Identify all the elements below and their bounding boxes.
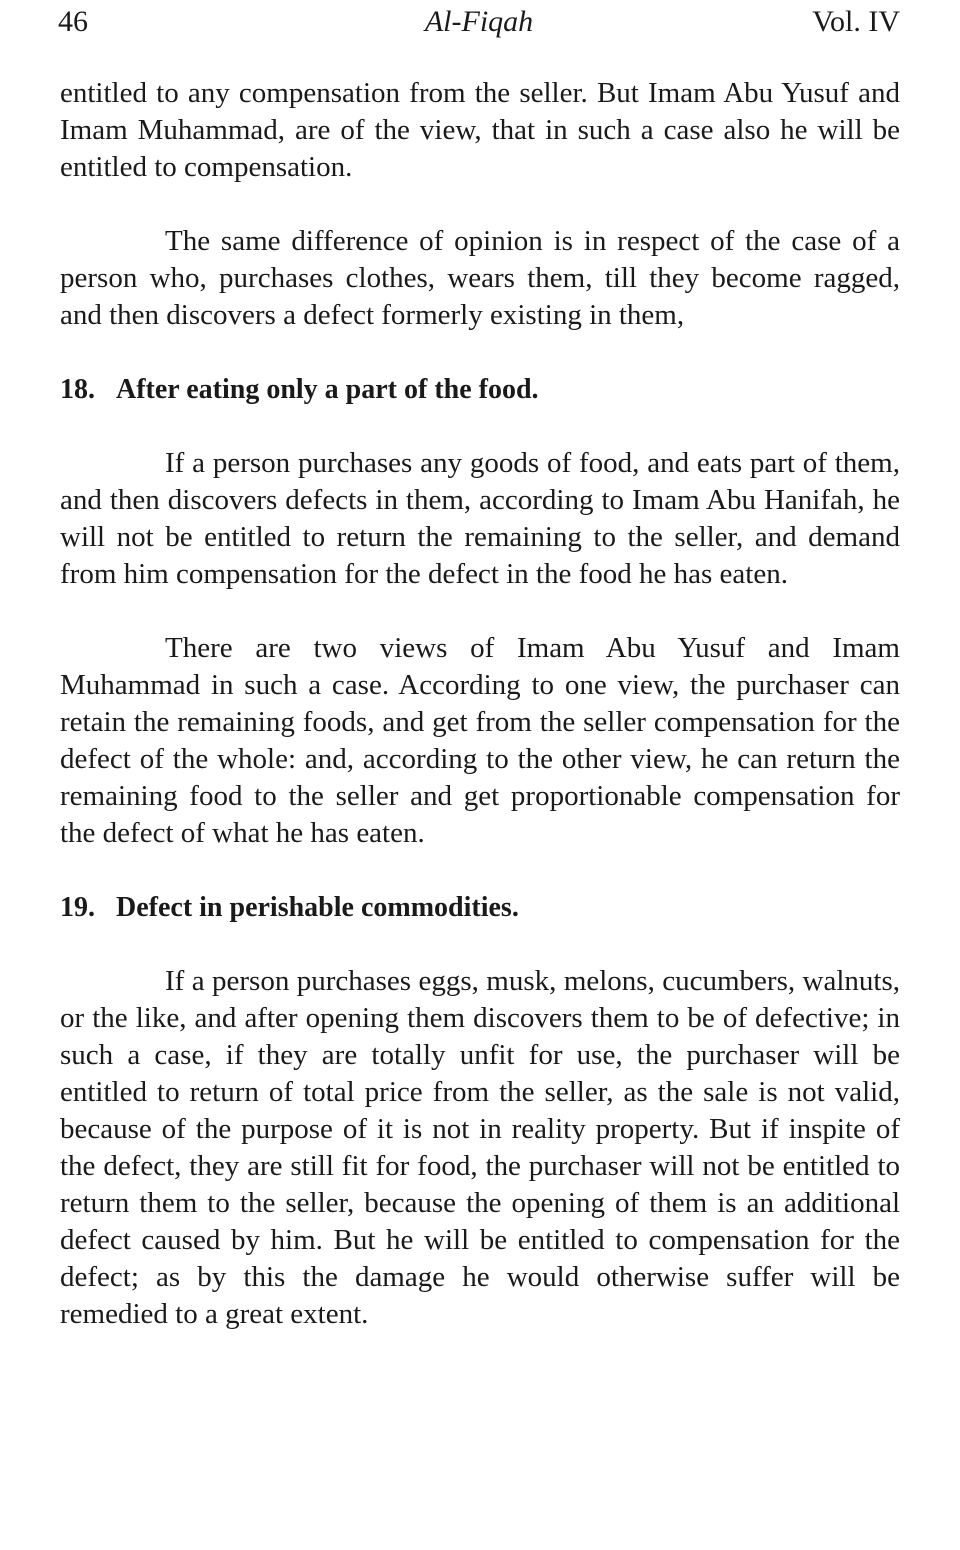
section-heading-19 [60,889,900,926]
page-body [60,75,900,1370]
section-number: 19. [60,892,95,923]
section-title: After eating only a part of the food. [116,374,539,405]
page-number: 46 [58,5,88,38]
paragraph-two-views: There are two views of Imam Abu Yusuf and Imam Muhammad in such a case. According to one view, the purchaser can retain the remaining foods, and get from the seller compensation for the defect of the whole: and, according to the other view, he can return the remaining food to the seller and get proportionable compensation for the defect of what he has eaten. [60,632,900,849]
running-title: Al-Fiqah [424,5,534,38]
paragraph-continuation: entitled to any compensation from the seller. But Imam Abu Yusuf and Imam Muhammad, are of the view, that in such a case also he will be entitled to compensation. [60,77,900,183]
section-title: Defect in perishable commodities. [116,892,519,923]
section-number: 18. [60,374,95,405]
paragraph-perishable-commodities: If a person purchases eggs, musk, melons, cucumbers, walnuts, or the like, and after opening them discovers them to be of defective; in such a case, if they are totally unfit for use, the purchaser will be entitled to return of total price from the seller, as the sale is not valid, because of the purpose of it is not in reality property. But if inspite of the defect, they are still fit for food, the purchaser will not be entitled to return them to the seller, because the opening of them is an additional defect caused by him. But he will be entitled to compensation for the defect; as by this the damage he would otherwise suffer will be remedied to a great extent. [60,965,900,1330]
section-heading-18 [60,371,900,408]
paragraph-difference-of-opinion: The same difference of opinion is in respect of the case of a person who, purchases clothes, wears them, till they become ragged, and then discovers a defect formerly existing in them, [60,225,900,331]
paragraph-abu-hanifah-view: If a person purchases any goods of food, and eats part of them, and then discovers defects in them, according to Imam Abu Hanifah, he will not be entitled to return the remaining to the seller, and demand from him compensation for the defect in the food he has eaten. [60,447,900,590]
page-header [58,2,900,42]
volume-label: Vol. IV [812,5,900,38]
